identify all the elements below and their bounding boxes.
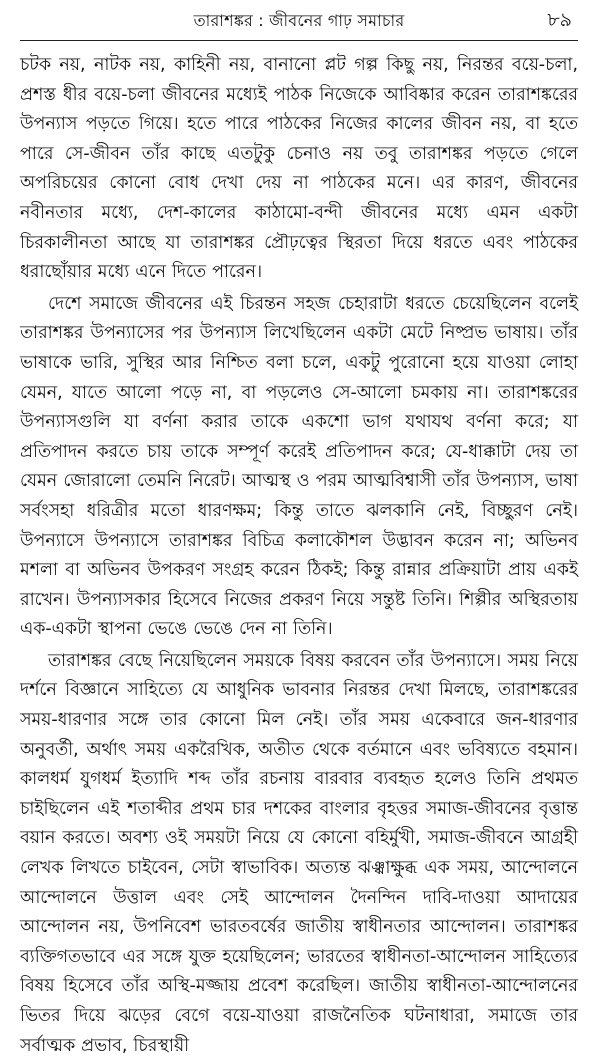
body-text [20,51,578,1061]
running-title: তারাশঙ্কর : জীবনের গাঢ় সমাচার [193,11,405,30]
paragraph-2: দেশে সমাজে জীবনের এই চিরন্তন সহজ চেহারাটা ধরতে চেয়েছিলেন বলেই তারাশঙ্কর উপন্যাসের পর উপন্যাস লিখেছিলেন একটা মেটে নিষ্প্রভ ভাষায়। তাঁর ভাষাকে ভারি, সুস্থির আর নিশ্চিত বলা চলে, একটু পুরোনো হয়ে যাওয়া লোহা যেমন, যাতে আলো পড়ে না, বা পড়লেও সে-আলো চমকায় না। তারাশঙ্করের উপন্যাসগুলি যা বর্ণনা করার তাকে একশো ভাগ যথাযথ বর্ণনা করে; যা প্রতিপাদন করতে চায় তাকে সম্পূর্ণ করেই প্রতিপাদন করে; যে-ধাক্কাটা দেয় তা যেমন জোরালো তেমনি নিরেট। আত্মস্থ ও পরম আত্মবিশ্বাসী তাঁর উপন্যাস, ভাষা সর্বংসহা ধরিত্রীর মতো ধারণক্ষম; কিন্তু তাতে ঝলকানি নেই, বিচ্ছুরণ নেই। উপন্যাসে উপন্যাসে তারাশঙ্কর বিচিত্র কলাকৌশল উদ্ভাবন করেন না; অভিনব মশলা বা অভিনব উপকরণ সংগ্রহ করেন ঠিকই; কিন্তু রান্নার প্রক্রিয়াটা প্রায় একই রাখেন। উপন্যাসকার হিসেবে নিজের প্রকরণ নিয়ে সন্তুষ্ট তিনি। শিল্পীর অস্থিরতায় এক-একটা স্থাপনা ভেঙে ভেঙে দেন না তিনি। [20,293,578,640]
paragraph-1: চটক নয়, নাটক নয়, কাহিনী নয়, বানানো প্লট গল্প কিছু নয়, নিরন্তর বয়ে-চলা, প্রশস্ত ধীর বয়ে-চলা জীবনের মধ্যেই পাঠক নিজেকে আবিষ্কার করেন তারাশঙ্করের উপন্যাস পড়তে গিয়ে। হতে পারে পাঠকের নিজের কালের জীবন নয়, বা হতে পারে সে-জীবন তাঁর কাছে এতটুকু চেনাও নয় তবু তারাশঙ্কর পড়তে গেলে অপরিচয়ের কোনো বোধ দেখা দেয় না পাঠকের মনে। এর কারণ, জীবনের নবীনতার মধ্যে, দেশ-কালের কাঠামো-বন্দী জীবনের মধ্যে এমন একটা চিরকালীনতা আছে যা তারাশঙ্কর প্রৌঢ়ত্বের স্থিরতা দিয়ে ধরতে এবং পাঠকের ধরাছোঁয়ার মধ্যে এনে দিতে পারেন। [20,55,578,283]
page-number: ৮৯ [547,9,572,31]
paragraph-3: তারাশঙ্কর বেছে নিয়েছিলেন সময়কে বিষয় করবেন তাঁর উপন্যাসে। সময় নিয়ে দর্শনে বিজ্ঞানে সাহিত্যে যে আধুনিক ভাবনার নিরন্তর দেখা মিলছে, তারাশঙ্করের সময়-ধারণার সঙ্গে তার কোনো মিল নেই। তাঁর সময় একেবারে জন-ধারণার অনুবর্তী, অর্থাৎ সময় একরৈখিক, অতীত থেকে বর্তমানে এবং ভবিষ্যতে বহমান। কালধর্ম যুগধর্ম ইত্যাদি শব্দ তাঁর রচনায় বারবার ব্যবহৃত হলেও তিনি প্রথমত চাইছিলেন এই শতাব্দীর প্রথম চার দশকের বাংলার বৃহত্তর সমাজ-জীবনের বৃত্তান্ত বয়ান করতে। অবশ্য ওই সময়টা নিয়ে যে কোনো বহির্মুখী, সমাজ-জীবনে আগ্রহী লেখক লিখতে চাইবেন, সেটা স্বাভাবিক। অত্যন্ত ঝঞ্ঝাক্ষুব্ধ এক সময়, আন্দোলনে আন্দোলনে উত্তাল এবং সেই আন্দোলন দৈনন্দিন দাবি-দাওয়া আদায়ের আন্দোলন নয়, উপনিবেশ ভারতবর্ষের জাতীয় স্বাধীনতার আন্দোলন। তারাশঙ্কর ব্যক্তিগতভাবে এর সঙ্গে যুক্ত হয়েছিলেন; ভারতের স্বাধীনতা-আন্দোলন সাহিত্যের বিষয় হিসেবে তাঁর অস্থি-মজ্জায় প্রবেশ করেছিল। জাতীয় স্বাধীনতা-আন্দোলনের ভিতর দিয়ে ঝড়ের বেগে বয়ে-যাওয়া রাজনৈতিক ঘটনাধারা, সমাজে তার সর্বাত্মক প্রভাব, চিরস্থায়ী [20,650,578,1056]
page-header [20,0,578,41]
